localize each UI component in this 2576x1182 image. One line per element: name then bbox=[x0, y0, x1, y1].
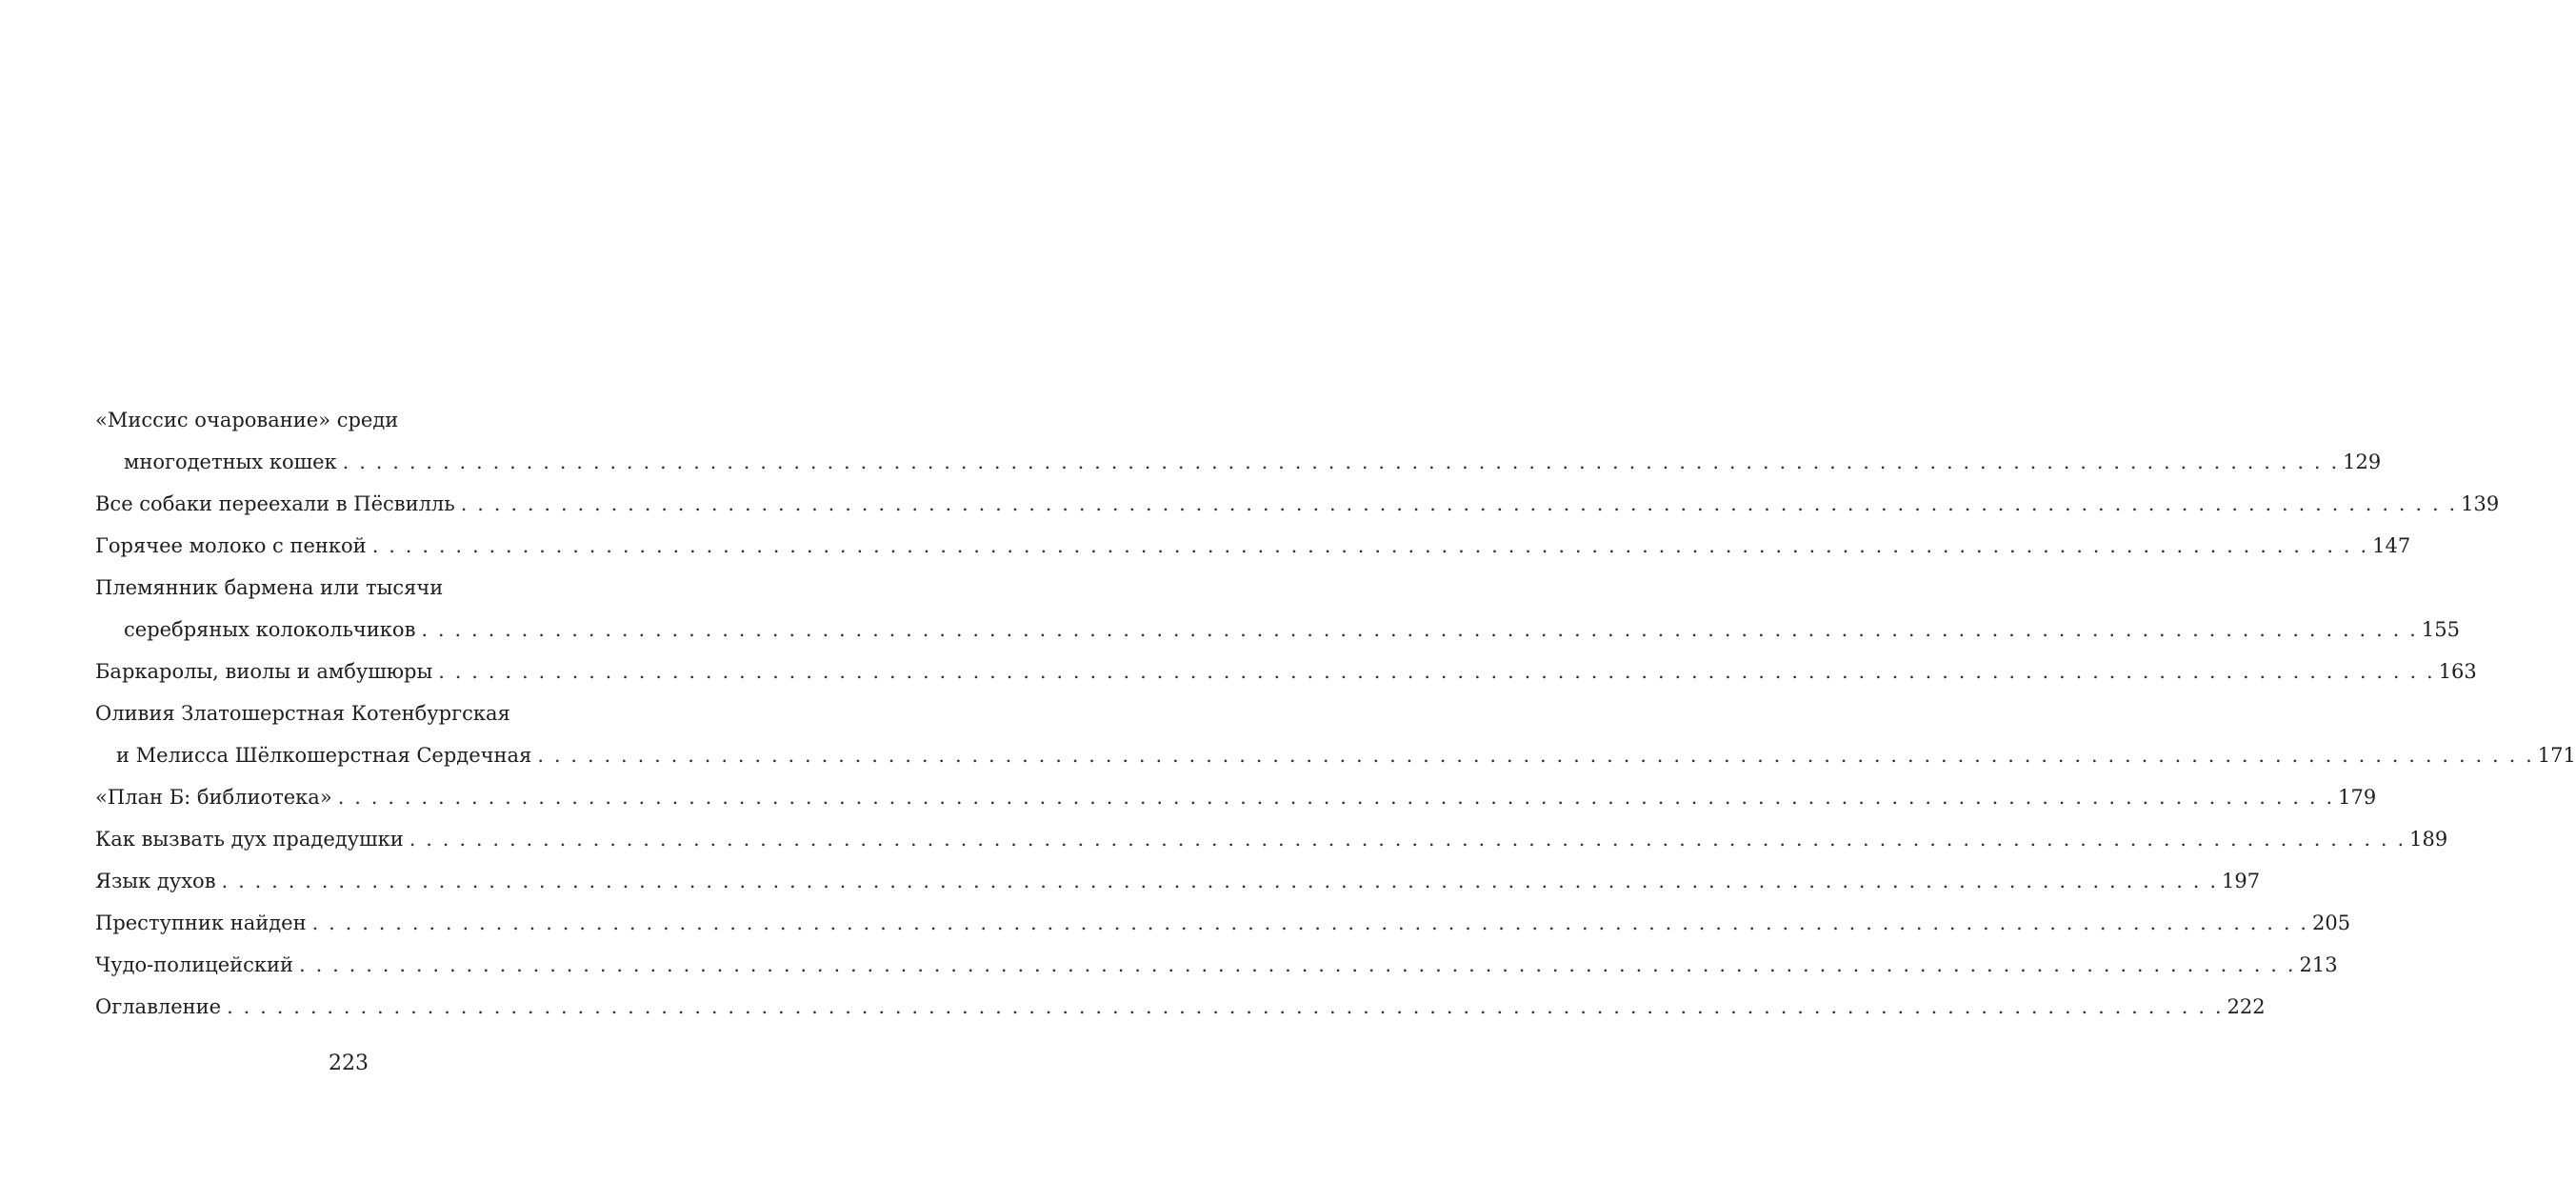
toc-entry-page: 129 bbox=[2343, 451, 2382, 473]
toc-entry-title: Горячее молоко с пенкой bbox=[95, 534, 367, 557]
toc-entry bbox=[95, 986, 2266, 1028]
dot-leader: . . . . . . . . . . . . . . . . . . . . . . . . . . . . . . . . . . . . . . . . . . . . . . . . . . . . . . . . . . . . . . . . . . . . . . . . . . . . . . . . . . . . . . . . . . . . . . . . . . . . . . . . . . . . . . . . . . . . . . . . bbox=[299, 953, 2294, 976]
toc-entry bbox=[95, 692, 2576, 776]
toc-entry-row bbox=[95, 734, 2576, 776]
dot-leader: . . . . . . . . . . . . . . . . . . . . . . . . . . . . . . . . . . . . . . . . . . . . . . . . . . . . . . . . . . . . . . . . . . . . . . . . . . . . . . . . . . . . . . . . . . . . . . . . . . . . . . . . . . . . . . . . . . . . . . . . bbox=[342, 451, 2338, 473]
toc-entry-row bbox=[95, 525, 2411, 567]
toc-entry-page: 179 bbox=[2338, 786, 2377, 809]
toc-entry bbox=[95, 944, 2338, 986]
toc-entry-page: 171 bbox=[2537, 744, 2576, 767]
dot-leader: . . . . . . . . . . . . . . . . . . . . . . . . . . . . . . . . . . . . . . . . . . . . . . . . . . . . . . . . . . . . . . . . . . . . . . . . . . . . . . . . . . . . . . . . . . . . . . . . . . . . . . . . . . . . . . . . . . . . . . . . bbox=[460, 492, 2456, 515]
toc-entry bbox=[95, 483, 2500, 525]
toc-entry-page: 147 bbox=[2372, 534, 2411, 557]
toc-entry-title: Преступник найден bbox=[95, 912, 307, 934]
toc-entry-title-line: Оливия Златошерстная Котенбургская bbox=[95, 702, 510, 725]
toc-entry bbox=[95, 525, 2411, 567]
toc-entry-row bbox=[95, 483, 2500, 525]
toc-entry-row bbox=[95, 609, 2460, 651]
dot-leader: . . . . . . . . . . . . . . . . . . . . . . . . . . . . . . . . . . . . . . . . . . . . . . . . . . . . . . . . . . . . . . . . . . . . . . . . . . . . . . . . . . . . . . . . . . . . . . . . . . . . . . . . . . . . . . . . . . . . . . . . bbox=[438, 660, 2433, 683]
toc-entry-page: 213 bbox=[2299, 953, 2338, 976]
dot-leader: . . . . . . . . . . . . . . . . . . . . . . . . . . . . . . . . . . . . . . . . . . . . . . . . . . . . . . . . . . . . . . . . . . . . . . . . . . . . . . . . . . . . . . . . . . . . . . . . . . . . . . . . . . . . . . . . . . . . . . . . bbox=[227, 995, 2222, 1018]
dot-leader: . . . . . . . . . . . . . . . . . . . . . . . . . . . . . . . . . . . . . . . . . . . . . . . . . . . . . . . . . . . . . . . . . . . . . . . . . . . . . . . . . . . . . . . . . . . . . . . . . . . . . . . . . . . . . . . . . . . . . . . . bbox=[409, 828, 2405, 851]
toc-entry-row bbox=[95, 776, 2377, 818]
toc-entry-row bbox=[95, 902, 2351, 944]
toc-entry-title: Баркаролы, виолы и амбушюры bbox=[95, 660, 433, 683]
toc-entry-title: Как вызвать дух прадедушки bbox=[95, 828, 404, 851]
toc-entry bbox=[95, 567, 2460, 651]
page-number: 223 bbox=[329, 1052, 369, 1075]
toc-entry-row bbox=[95, 818, 2448, 860]
dot-leader: . . . . . . . . . . . . . . . . . . . . . . . . . . . . . . . . . . . . . . . . . . . . . . . . . . . . . . . . . . . . . . . . . . . . . . . . . . . . . . . . . . . . . . . . . . . . . . . . . . . . . . . . . . . . . . . . . . . . . . . . bbox=[221, 870, 2216, 892]
toc-entry-title: многодетных кошек bbox=[124, 451, 337, 473]
toc-entry-page: 189 bbox=[2409, 828, 2448, 851]
dot-leader: . . . . . . . . . . . . . . . . . . . . . . . . . . . . . . . . . . . . . . . . . . . . . . . . . . . . . . . . . . . . . . . . . . . . . . . . . . . . . . . . . . . . . . . . . . . . . . . . . . . . . . . . . . . . . . . . . . . . . . . . bbox=[421, 618, 2416, 641]
toc-entry-row bbox=[95, 441, 2382, 483]
table-of-contents bbox=[95, 399, 2576, 1028]
toc-entry-page: 197 bbox=[2222, 870, 2261, 892]
toc-entry-title: Все собаки переехали в Пёсвилль bbox=[95, 492, 455, 515]
toc-entry-page: 205 bbox=[2312, 912, 2351, 934]
toc-entry bbox=[95, 860, 2261, 902]
toc-entry-title: и Мелисса Шёлкошерстная Сердечная bbox=[116, 744, 532, 767]
toc-entry bbox=[95, 902, 2351, 944]
dot-leader: . . . . . . . . . . . . . . . . . . . . . . . . . . . . . . . . . . . . . . . . . . . . . . . . . . . . . . . . . . . . . . . . . . . . . . . . . . . . . . . . . . . . . . . . . . . . . . . . . . . . . . . . . . . . . . . . . . . . . . . . bbox=[371, 534, 2367, 557]
toc-entry-page: 139 bbox=[2461, 492, 2500, 515]
toc-entry-title: «План Б: библиотека» bbox=[95, 786, 332, 809]
toc-entry bbox=[95, 818, 2448, 860]
dot-leader: . . . . . . . . . . . . . . . . . . . . . . . . . . . . . . . . . . . . . . . . . . . . . . . . . . . . . . . . . . . . . . . . . . . . . . . . . . . . . . . . . . . . . . . . . . . . . . . . . . . . . . . . . . . . . . . . . . . . . . . . bbox=[337, 786, 2333, 809]
toc-entry bbox=[95, 651, 2477, 692]
toc-entry-title-line: «Миссис очарование» среди bbox=[95, 409, 399, 431]
dot-leader: . . . . . . . . . . . . . . . . . . . . . . . . . . . . . . . . . . . . . . . . . . . . . . . . . . . . . . . . . . . . . . . . . . . . . . . . . . . . . . . . . . . . . . . . . . . . . . . . . . . . . . . . . . . . . . . . . . . . . . . . bbox=[311, 912, 2307, 934]
toc-entry-title: Чудо-полицейский bbox=[95, 953, 294, 976]
toc-entry-page: 163 bbox=[2438, 660, 2477, 683]
toc-entry-page: 222 bbox=[2227, 995, 2266, 1018]
toc-entry-row bbox=[95, 860, 2261, 902]
toc-entry-row bbox=[95, 651, 2477, 692]
toc-entry-title: серебряных колокольчиков bbox=[124, 618, 416, 641]
dot-leader: . . . . . . . . . . . . . . . . . . . . . . . . . . . . . . . . . . . . . . . . . . . . . . . . . . . . . . . . . . . . . . . . . . . . . . . . . . . . . . . . . . . . . . . . . . . . . . . . . . . . . . . . . . . . . . . . . . . . . . . . bbox=[537, 744, 2532, 767]
toc-entry-title: Язык духов bbox=[95, 870, 216, 892]
toc-entry-row bbox=[95, 944, 2338, 986]
toc-entry-page: 155 bbox=[2421, 618, 2460, 641]
toc-entry bbox=[95, 776, 2377, 818]
toc-entry-row bbox=[95, 986, 2266, 1028]
toc-entry-title-line: Племянник бармена или тысячи bbox=[95, 576, 444, 599]
toc-entry bbox=[95, 399, 2382, 483]
toc-entry-title: Оглавление bbox=[95, 995, 222, 1018]
